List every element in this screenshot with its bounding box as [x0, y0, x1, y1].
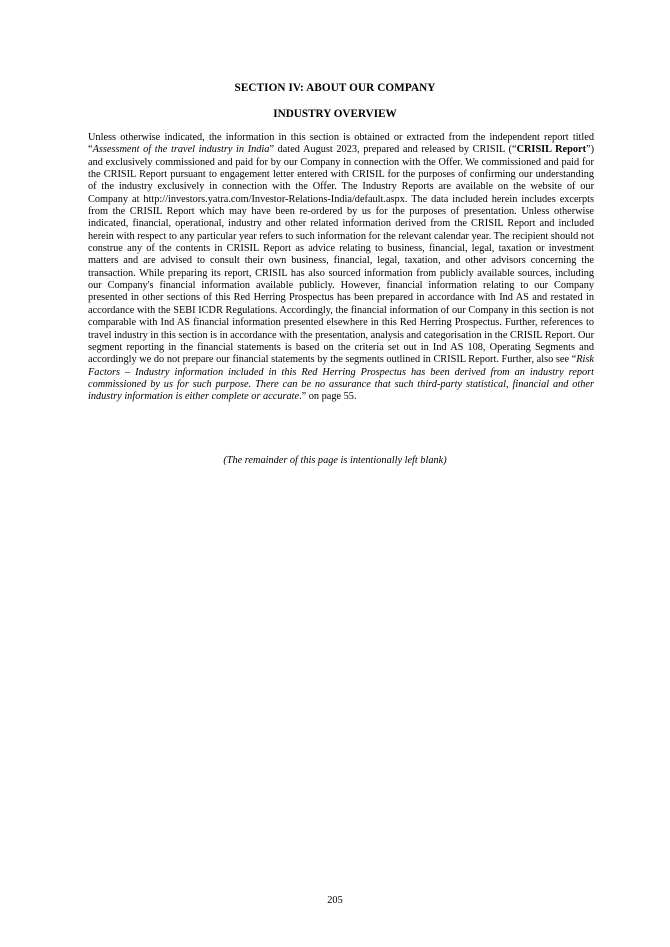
paragraph-text: ” dated August 2023, prepared and released by CRISIL (“	[269, 144, 517, 156]
report-title: Assessment of the travel industry in India	[92, 144, 270, 156]
page-number: 205	[327, 895, 343, 906]
page-heading: INDUSTRY OVERVIEW	[273, 108, 397, 120]
paragraph-text: ”) and exclusively commissioned and paid for by our Company in connection with the Offer. We commissioned and paid for the CRISIL Report pursuant to engagement letter entered with CRISIL for the purposes of confirming our understanding of the industry exclusively in connection with the Offer. The Industry Reports are available on the website of our Company at http://investors.yatra.com/Investor-Relations-India/default.aspx. The data included herein includes excerpts from the CRISIL Report which may have been re-ordered by us for the purposes of presentation. Unless otherwise indicated, financial, operational, industry and other related information derived from the CRISIL Report and included herein with respect to any particular year refers to such information for the relevant calendar year. The recipient should not construe any of the contents in CRISIL Report as advice relating to business, financial, legal, taxation or investment matters and are advised to consult their own business, financial, legal, taxation, and other advisors concerning the transaction. While preparing its report, CRISIL has also sourced information from publicly available sources, including our Company's financial information available publicly. However, financial information relating to our Company presented in other sections of this Red Herring Prospectus has been prepared in accordance with Ind AS and restated in accordance with the SEBI ICDR Regulations. Accordingly, the financial information of our Company in this section is not comparable with Ind AS financial information presented elsewhere in this Red Herring Prospectus. Further, references to travel industry in this section is in accordance with the presentation, analysis and categorisation in the CRISIL Report. Our segment reporting in the financial statements is based on the criteria set out in Ind AS 108, Operating Segments and accordingly we do not prepare our financial statements by the segments outlined in CRISIL Report. Further, also see “	[88, 144, 594, 366]
paragraph-text: .” on page 55.	[299, 391, 357, 403]
paragraph-text: Unless otherwise indicated, the information in this section is obtained or extracted from the independent report titled “	[88, 132, 594, 156]
remainder-note: (The remainder of this page is intentionally left blank)	[223, 455, 447, 466]
body-paragraph	[88, 132, 594, 404]
risk-factor-reference: Risk Factors – Industry information included in this Red Herring Prospectus has been derived from an industry report commissioned by us for such purpose. There can be no assurance that such third-party statistical, financial and other industry information is either complete or accurate	[88, 354, 594, 403]
section-title: SECTION IV: ABOUT OUR COMPANY	[234, 82, 436, 94]
defined-term: CRISIL Report	[516, 144, 586, 156]
